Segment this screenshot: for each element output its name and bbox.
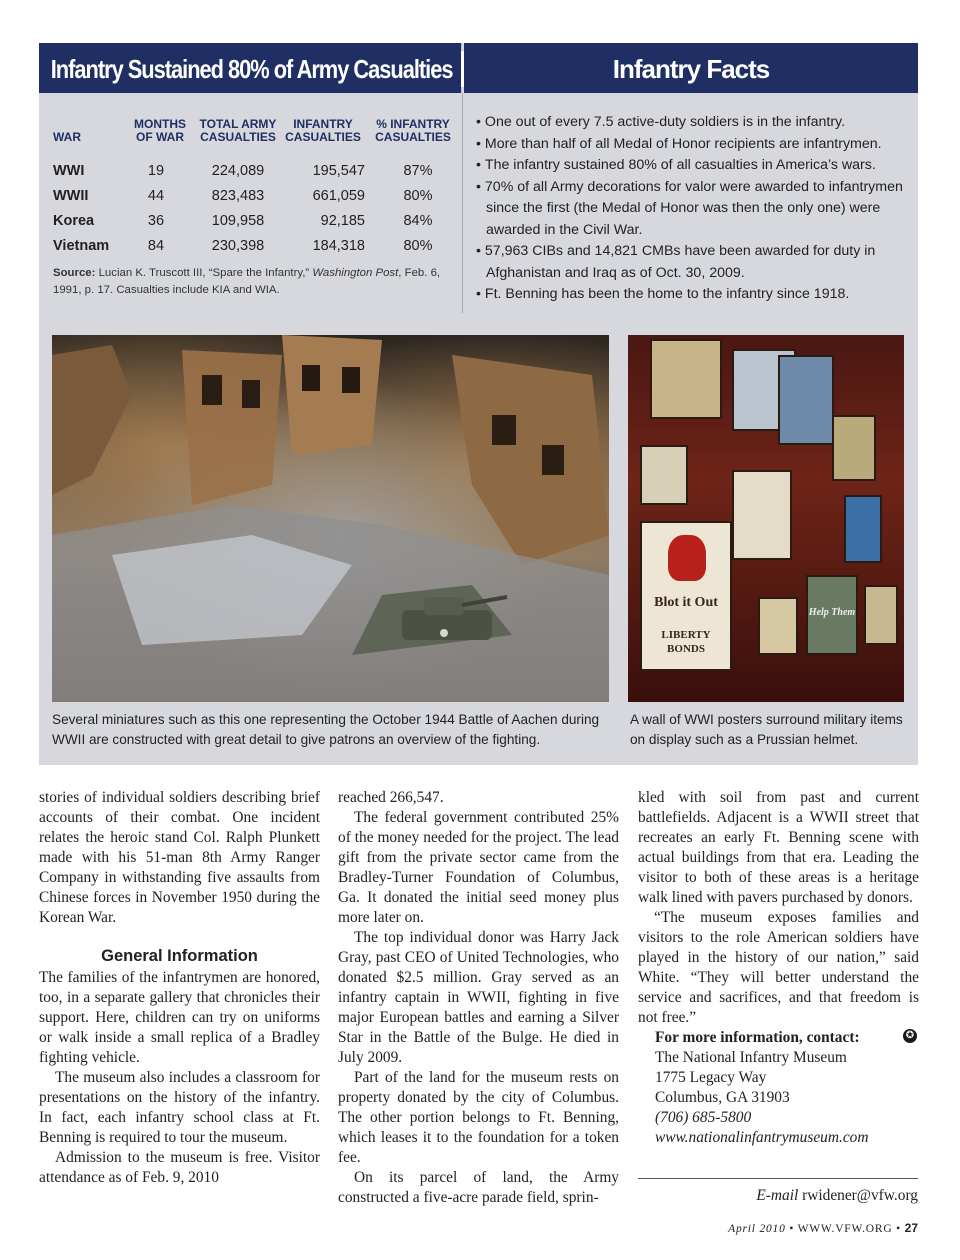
divider bbox=[638, 1178, 918, 1179]
table-source-note: Source: Lucian K. Truscott III, “Spare the Infantry,” Washington Post, Feb. 6, 1991, p. 17. Casualties include KIA and WIA. bbox=[53, 267, 441, 296]
table-row: WWI 19 224,089 195,547 87% bbox=[53, 163, 433, 179]
th-months: MONTHS OF WAR bbox=[134, 117, 186, 144]
poster-frame bbox=[640, 445, 688, 505]
info-panel bbox=[39, 43, 918, 765]
poster-frame bbox=[844, 495, 882, 563]
poster-frame bbox=[650, 339, 722, 419]
help-them-poster: Help Them bbox=[806, 575, 858, 655]
paragraph: reached 266,547. bbox=[338, 789, 444, 806]
poster-frame bbox=[864, 585, 898, 645]
blot-it-out-poster: Blot it Out LIBERTY BONDS bbox=[640, 521, 732, 671]
paragraph: The families of the infantrymen are honored, too, in a separate gallery that chronicles their support. Here, children can try on uniforms or walk inside a small replica of a Bradley fighting vehicle. bbox=[39, 969, 320, 1066]
paragraph: “The museum exposes families and visitors to the role American soldiers have played in the history of our nation,” said White. “They will better understand the service and sacrifices, and that freedom is not free.” bbox=[638, 909, 919, 1026]
paragraph: stories of individual soldiers describing brief accounts of their combat. One incident relates the heroic stand Col. Ralph Plunkett made with his 51-man 8th Army Ranger Company in withstanding five assaults from Chinese forces in November 1950 during the Korean War. bbox=[39, 789, 320, 926]
diorama-illustration bbox=[52, 335, 609, 702]
paragraph: The museum also includes a classroom for presentations on the history of the infantry. In fact, each infantry school class at Ft. Benning is required to tour the museum. bbox=[39, 1069, 320, 1146]
facts-header: Infantry Facts bbox=[464, 43, 918, 93]
contact-phone: (706) 685-5800 bbox=[655, 1109, 752, 1126]
article-column-1 bbox=[39, 788, 320, 1188]
section-subhead: General Information bbox=[101, 947, 258, 965]
posters-caption: A wall of WWI posters surround military items on display such as a Prussian helmet. bbox=[630, 712, 903, 747]
contact-label: For more information, contact: bbox=[655, 1029, 860, 1046]
panel-column-divider bbox=[462, 93, 463, 313]
contact-city: Columbus, GA 31903 bbox=[655, 1089, 790, 1106]
list-item: • Ft. Benning has been the home to the infantry since 1918. bbox=[476, 284, 916, 306]
page-footer: April 2010 • WWW.VFW.ORG • 27 bbox=[728, 1221, 918, 1235]
poster-frame bbox=[832, 415, 876, 481]
paragraph: Admission to the museum is free. Visitor attendance as of Feb. 9, 2010 bbox=[39, 1149, 320, 1186]
diorama-caption: Several miniatures such as this one representing the October 1944 Battle of Aachen during WWII are constructed with great detail to give patrons an overview of the fighting. bbox=[52, 712, 600, 747]
th-pct: % INFANTRY CASUALTIES bbox=[375, 117, 451, 144]
paragraph: Part of the land for the museum rests on property donated by the city of Columbus. The other portion belongs to Ft. Benning, which leases it to the foundation for a token fee. bbox=[338, 1069, 619, 1166]
paragraph: kled with soil from past and current battlefields. Adjacent is a WWII street that recreates an early Ft. Benning scene with actual buildings from that era. Leading the visitor to both of these areas is a heritage walk lined with pavers purchased by donors. bbox=[638, 789, 919, 906]
th-total: TOTAL ARMY CASUALTIES bbox=[199, 117, 277, 144]
list-item: • 57,963 CIBs and 14,821 CMBs have been awarded for duty in Afghanistan and Iraq as of Oct. 30, 2009. bbox=[476, 241, 916, 284]
author-email: E-mail rwidener@vfw.org bbox=[756, 1187, 918, 1204]
wwi-posters-photo bbox=[628, 335, 904, 702]
list-item: • One out of every 7.5 active-duty soldiers is in the infantry. bbox=[476, 112, 916, 134]
paragraph: On its parcel of land, the Army constructed a five-acre parade field, sprin- bbox=[338, 1169, 619, 1206]
aachen-diorama-photo bbox=[52, 335, 609, 702]
page-number: 27 bbox=[904, 1221, 918, 1235]
poster-frame bbox=[758, 597, 798, 655]
paragraph: The federal government contributed 25% of the money needed for the project. The lead gift from the private sector came from the Bradley-Turner Foundation of Columbus, Ga. It donated the initial seed money plus more later on. bbox=[338, 809, 619, 926]
poster-frame bbox=[732, 470, 792, 560]
infantry-facts-list bbox=[476, 112, 916, 306]
paragraph: The top individual donor was Harry Jack Gray, past CEO of United Technologies, who donated $2.5 million. Gray served as an infantry captain in WWII, fighting in five major European battles and earning a Silver Star in the Battle of the Bulge. He died in July 2009. bbox=[338, 929, 619, 1066]
article-column-2 bbox=[338, 788, 619, 1208]
contact-street: 1775 Legacy Way bbox=[655, 1069, 767, 1086]
list-item: • The infantry sustained 80% of all casualties in America’s wars. bbox=[476, 155, 916, 177]
list-item: • 70% of all Army decorations for valor were awarded to infantrymen since the first (the Medal of Honor was then the only one) were awarded in the Civil War. bbox=[476, 177, 916, 242]
list-item: • More than half of all Medal of Honor recipients are infantrymen. bbox=[476, 134, 916, 156]
article-column-3 bbox=[638, 788, 919, 1148]
contact-block bbox=[638, 1028, 919, 1148]
table-row: Vietnam 84 230,398 184,318 80% bbox=[53, 238, 433, 254]
end-of-story-icon: ✪ bbox=[903, 1029, 917, 1043]
email-link[interactable]: rwidener@vfw.org bbox=[802, 1187, 918, 1204]
table-row: Korea 36 109,958 92,185 84% bbox=[53, 213, 433, 229]
red-hand-icon bbox=[668, 535, 706, 581]
table-row: WWII 44 823,483 661,059 80% bbox=[53, 188, 433, 204]
th-infantry: INFANTRY CASUALTIES bbox=[285, 117, 361, 144]
contact-name: The National Infantry Museum bbox=[655, 1049, 847, 1066]
contact-website-link[interactable]: www.nationalinfantrymuseum.com bbox=[655, 1129, 869, 1146]
th-war: WAR bbox=[53, 130, 81, 144]
poster-frame bbox=[778, 355, 834, 445]
casualties-header: Infantry Sustained 80% of Army Casualties bbox=[39, 43, 461, 93]
